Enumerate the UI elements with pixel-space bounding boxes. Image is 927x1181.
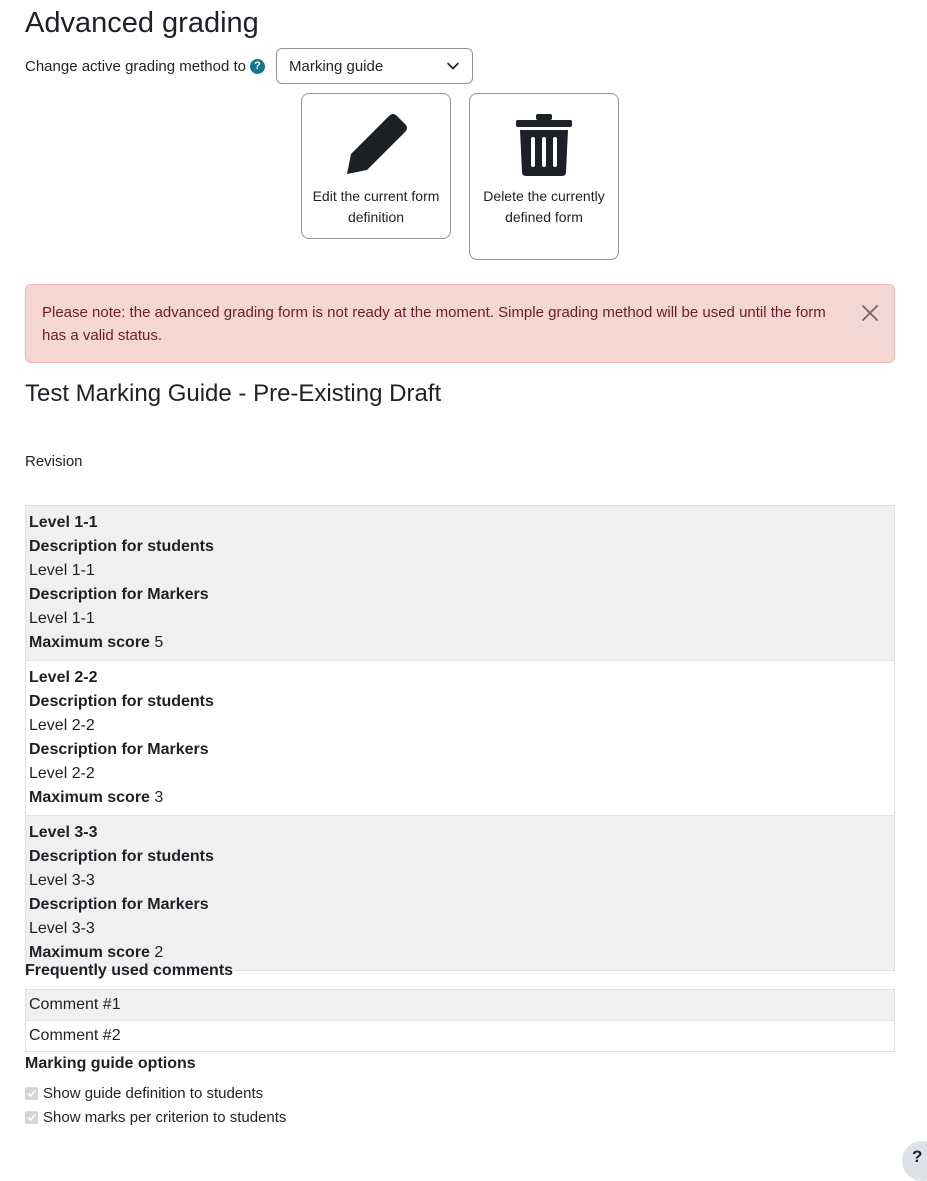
desc-students-label: Description for students <box>29 848 214 865</box>
trash-icon <box>514 112 574 178</box>
guide-title: Test Marking Guide - Pre-Existing Draft <box>25 380 442 407</box>
max-score-label: Maximum score <box>29 634 150 651</box>
check-icon <box>27 1113 36 1122</box>
revision-label: Revision <box>25 453 83 470</box>
max-score-value: 2 <box>154 944 164 961</box>
criterion-name: Level 2-2 <box>29 669 98 686</box>
comments-list <box>25 989 895 1052</box>
options-heading: Marking guide options <box>25 1055 196 1072</box>
max-score-label: Maximum score <box>29 944 150 961</box>
desc-markers-value: Level 3-3 <box>29 920 95 937</box>
max-score <box>29 631 891 655</box>
criterion-row <box>25 506 895 661</box>
desc-markers-value: Level 2-2 <box>29 765 95 782</box>
status-alert <box>25 284 895 363</box>
comment-item: Comment #1 <box>25 990 895 1021</box>
desc-students-value: Level 2-2 <box>29 717 95 734</box>
criterion-name: Level 3-3 <box>29 824 98 841</box>
max-score-value: 3 <box>154 789 164 806</box>
page-title: Advanced grading <box>25 7 259 39</box>
grading-method-select[interactable] <box>276 48 473 84</box>
max-score-label: Maximum score <box>29 789 150 806</box>
alert-message: Please note: the advanced grading form is not ready at the moment. Simple grading method will be used until the form has a valid status. <box>42 304 826 344</box>
comment-item: Comment #2 <box>25 1021 895 1052</box>
delete-form-label: Delete the currently defined form <box>483 188 605 225</box>
option-show-definition <box>25 1085 263 1102</box>
desc-markers-label: Description for Markers <box>29 586 209 603</box>
desc-students-label: Description for students <box>29 538 214 555</box>
grading-method-label: Change active grading method to <box>25 57 246 75</box>
help-button[interactable]: ? <box>902 1141 927 1181</box>
max-score-value: 5 <box>154 634 164 651</box>
criterion-row <box>25 816 895 971</box>
desc-students-value: Level 3-3 <box>29 872 95 889</box>
criterion-row <box>25 661 895 816</box>
desc-markers-value: Level 1-1 <box>29 610 95 627</box>
criteria-table <box>25 505 895 971</box>
edit-form-label: Edit the current form definition <box>312 188 440 225</box>
pencil-icon <box>343 112 409 178</box>
close-icon[interactable] <box>861 304 879 322</box>
desc-markers-label: Description for Markers <box>29 896 209 913</box>
option-label: Show guide definition to students <box>43 1085 264 1102</box>
desc-students-value: Level 1-1 <box>29 562 95 579</box>
checkbox-show-marks[interactable] <box>25 1111 38 1124</box>
grading-method-row <box>25 48 473 84</box>
option-label: Show marks per criterion to students <box>43 1109 287 1126</box>
desc-students-label: Description for students <box>29 693 214 710</box>
check-icon <box>27 1089 36 1098</box>
desc-markers-label: Description for Markers <box>29 741 209 758</box>
edit-form-button[interactable] <box>301 93 451 239</box>
chevron-down-icon <box>446 59 460 73</box>
max-score <box>29 786 891 810</box>
delete-form-button[interactable] <box>469 93 619 260</box>
criterion-name: Level 1-1 <box>29 514 98 531</box>
checkbox-show-definition[interactable] <box>25 1087 38 1100</box>
help-icon[interactable]: ? <box>250 59 265 74</box>
grading-method-selected: Marking guide <box>288 57 384 75</box>
option-show-marks <box>25 1109 286 1126</box>
comments-heading: Frequently used comments <box>25 962 234 979</box>
